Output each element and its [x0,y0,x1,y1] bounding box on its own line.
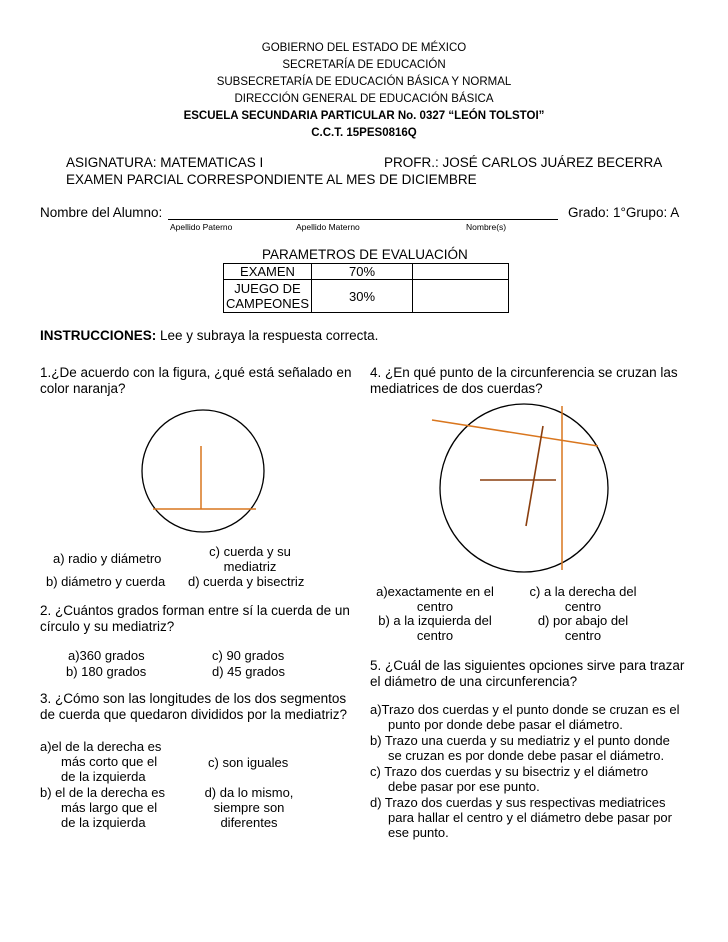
q4-option-b[interactable] [372,613,498,643]
header-cct: C.C.T. 15PES0816Q [311,127,417,139]
student-name-label: Nombre del Alumno: [40,205,163,220]
q1-circle [142,410,264,532]
subject-label: ASIGNATURA: MATEMATICAS I [66,155,264,170]
header-school-name: ESCUELA SECUNDARIA PARTICULAR No. 0327 “LEÓN TOLSTOI” [183,110,545,122]
q3-option-d-line-1: d) da lo mismo, [204,785,294,800]
q3-option-b[interactable] [40,785,165,830]
q3-option-b-line-1: b) el de la derecha es [40,785,166,800]
q4-option-c[interactable] [518,584,648,614]
q1-line-1: 1.¿De acuerdo con la figura, ¿qué está señalado en [40,365,352,380]
sub-nombres: Nombre(s) [466,222,507,232]
q3-option-d-line-2: siempre son [213,800,285,815]
instructions-label: INSTRUCCIONES: [40,328,157,343]
q5-option-b[interactable] [370,733,670,763]
sub-apellido-paterno: Apellido Paterno [170,222,233,232]
q5-option-d-line-3: ese punto. [388,825,449,840]
q5-line-2: el diámetro de una circunferencia? [370,674,578,689]
q5-line-1: 5. ¿Cuál de las siguientes opciones sirve para trazar [370,658,685,673]
table-cell-empty[interactable] [413,280,509,313]
q3-option-d-line-3: diferentes [220,815,278,830]
table-cell: EXAMEN [224,264,312,280]
q2-line-1: 2. ¿Cuántos grados forman entre sí la cuerda de un [40,603,350,618]
q4-option-c-line-1: c) a la derecha del [529,584,637,599]
q1-option-a[interactable]: a) radio y diámetro [53,551,162,566]
evaluation-title: PARAMETROS DE EVALUACIÓN [262,247,468,262]
table-cell: 70% [312,264,413,280]
header-line-3: SUBSECRETARÍA DE EDUCACIÓN BÁSICA Y NORMAL [216,76,512,88]
q2-option-a[interactable]: a)360 grados [68,648,145,663]
q2-line-2: círculo y su mediatriz? [40,619,175,634]
q4-circle-figure [420,400,640,585]
q5-option-c-line-2: debe pasar por ese punto. [388,779,540,794]
q1-option-c-line-2: mediatriz [223,559,277,574]
q3-line-2: de cuerda que quedaron divididos por la mediatriz? [40,707,347,722]
table-cell-empty[interactable] [413,264,509,280]
q5-option-c-line-1: c) Trazo dos cuerdas y su bisectriz y el diámetro [370,764,649,779]
q4-option-a-line-2: centro [416,599,454,614]
q4-circle [440,404,608,572]
row2-label-b: CAMPEONES [225,296,310,311]
table-cell: 30% [312,280,413,313]
student-name-field[interactable] [168,219,558,220]
q4-perpendicular-2 [526,426,543,526]
q4-option-b-line-2: centro [416,628,454,643]
q4-option-d-line-2: centro [564,628,602,643]
header-line-2: SECRETARÍA DE EDUCACIÓN [282,59,446,71]
grade-group-label: Grado: 1°Grupo: A [568,205,680,220]
q5-option-a[interactable] [370,702,680,732]
table-row [224,264,509,280]
instructions-text: Lee y subraya la respuesta correcta. [160,328,379,343]
q4-option-c-line-2: centro [564,599,602,614]
q3-option-a-line-2: más corto que el [61,754,158,769]
q5-option-a-line-1: a)Trazo dos cuerdas y el punto donde se cruzan es el [370,702,680,717]
q1-line-2: color naranja? [40,381,126,396]
q5-option-d[interactable] [370,795,672,840]
teacher-label: PROFR.: JOSÉ CARLOS JUÁREZ BECERRA [384,155,663,170]
q4-option-a[interactable] [372,584,498,614]
q2-option-c[interactable]: c) 90 grados [212,648,285,663]
q5-option-a-line-2: punto por donde debe pasar el diámetro. [388,717,623,732]
q5-option-b-line-1: b) Trazo una cuerda y su mediatriz y el punto donde [370,733,670,748]
q4-line-2: mediatrices de dos cuerdas? [370,381,543,396]
evaluation-table [223,263,509,313]
q3-option-b-line-2: más largo que el [61,800,158,815]
q3-option-b-line-3: de la izquierda [61,815,146,830]
instructions [40,328,378,344]
sub-apellido-materno: Apellido Materno [296,222,360,232]
q1-option-c-line-1: c) cuerda y su [209,544,291,559]
q1-option-b[interactable]: b) diámetro y cuerda [46,574,166,589]
q2-option-b[interactable]: b) 180 grados [66,664,147,679]
header-line-4: DIRECCIÓN GENERAL DE EDUCACIÓN BÁSICA [234,93,494,105]
q3-line-1: 3. ¿Cómo son las longitudes de los dos segmentos [40,691,347,706]
q1-option-d[interactable]: d) cuerda y bisectriz [188,574,305,589]
q4-line-1: 4. ¿En qué punto de la circunferencia se cruzan las [370,365,678,380]
q3-option-a[interactable] [40,739,161,784]
q5-option-d-line-1: d) Trazo dos cuerdas y sus respectivas mediatrices [370,795,666,810]
header-line-1: GOBIERNO DEL ESTADO DE MÉXICO [261,42,467,54]
q4-option-d-line-1: d) por abajo del [537,613,629,628]
q3-option-c[interactable]: c) son iguales [208,755,289,770]
exam-title: EXAMEN PARCIAL CORRESPONDIENTE AL MES DE DICIEMBRE [66,172,477,187]
q5-option-b-line-2: se cruzan es por donde debe pasar el diámetro. [388,748,665,763]
q3-option-a-line-3: de la izquierda [61,769,146,784]
q4-option-a-line-1: a)exactamente en el [376,584,494,599]
q3-option-d[interactable] [190,785,308,830]
q4-option-d[interactable] [518,613,648,643]
row2-label-a: JUEGO DE [234,281,301,296]
q5-option-c[interactable] [370,764,648,794]
q1-option-c[interactable] [190,544,310,574]
table-row [224,280,509,313]
q4-orange-chord-1 [432,420,598,446]
q5-option-d-line-2: para hallar el centro y el diámetro debe pasar por [388,810,672,825]
q3-option-a-line-1: a)el de la derecha es [40,739,162,754]
table-cell [224,280,312,313]
q1-circle-figure [140,405,270,540]
q2-option-d[interactable]: d) 45 grados [212,664,285,679]
q4-option-b-line-1: b) a la izquierda del [378,613,492,628]
